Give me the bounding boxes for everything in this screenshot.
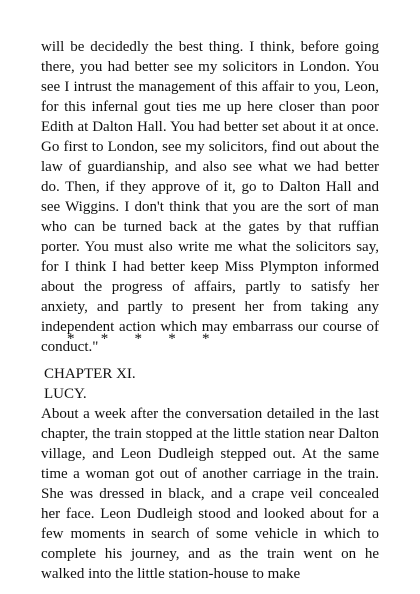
paragraph-chapter-opening: About a week after the conversation detailed in the last chapter, the train stopped at the little station near Dalton village, and Leon Dudleigh stepped out. At the same time a woman got out of another carriage in the train. She was dressed in black, and a crape veil concealed her face. Leon Dudleigh stood and looked about for a few moments in search of some vehicle in which to complete his journey, and as the train went on he walked into the little station-house to make <box>41 406 379 582</box>
chapter-number: CHAPTER XI. <box>44 366 136 382</box>
paragraph-letter-ending: will be decidedly the best thing. I think, before going there, you had better see my solicitors in London. You see I intrust the management of this affair to you, Leon, for this infernal gout ties me up here closer than poor Edith at Dalton Hall. You had better set about it at once. Go first to London, see my solicitors, find out about the law of guardianship, and also see what we had better do. Then, if they approve of it, go to Dalton Hall and see Wiggins. I don't think that you are the sort of man who can be turned back at the gates by that ruffian porter. You must also write me what the solicitors say, for I think I had better keep Miss Plympton informed about the progress of affairs, partly to satisfy her anxiety, and partly to present her from taking any independent action which may embarrass our course of conduct." <box>41 39 379 355</box>
chapter-title: LUCY. <box>44 386 87 402</box>
section-separator: * * * * * <box>67 331 210 347</box>
